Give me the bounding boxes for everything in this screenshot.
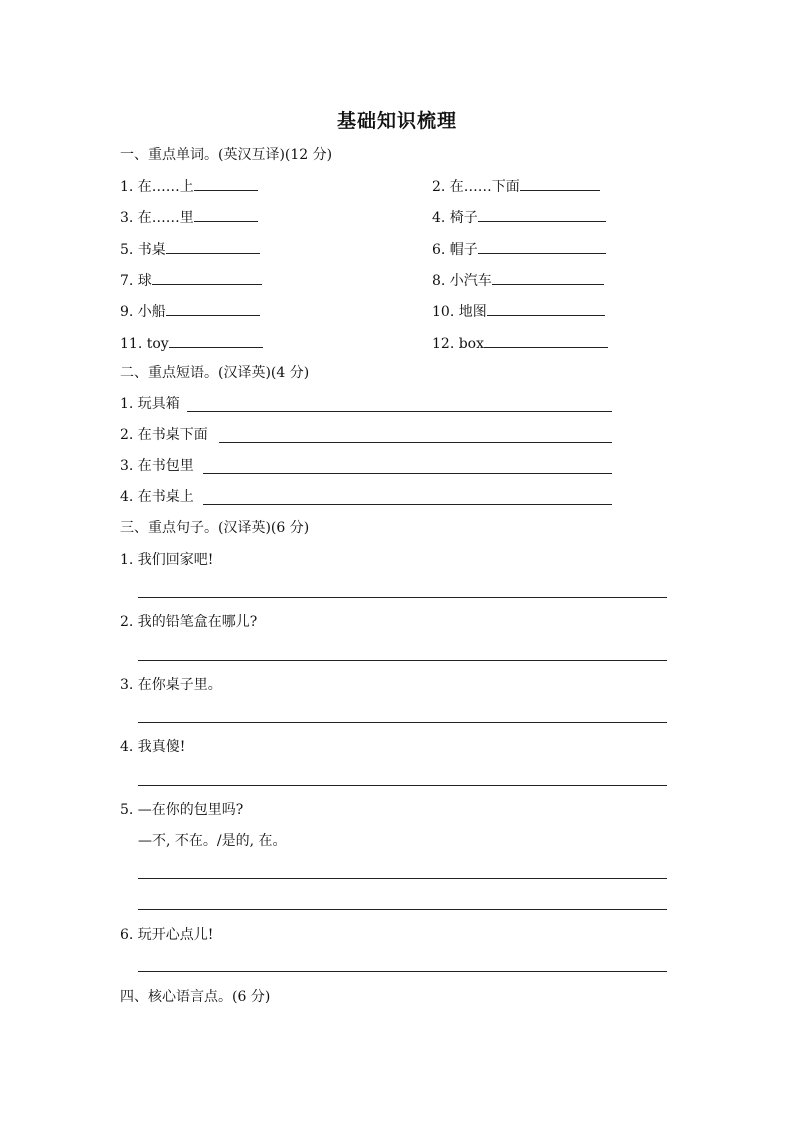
phrase-item-label: 4. 在书桌上 [120,489,194,505]
phrase-item-2 [120,426,208,444]
phrase-item-label: 3. 在书包里 [120,458,194,474]
answer-blank[interactable] [487,301,605,316]
word-item-3 [120,207,258,227]
sentence-item-5: 5. —在你的包里吗? [120,802,244,818]
answer-blank[interactable] [152,270,262,285]
answer-blank[interactable] [492,270,604,285]
sentence-item-4: 4. 我真傻! [120,739,186,755]
answer-blank[interactable] [166,239,260,254]
answer-line[interactable] [138,909,667,910]
word-item-label: 4. 椅子 [432,210,478,226]
word-item-label: 10. 地图 [432,304,487,320]
word-item-label: 8. 小汽车 [432,273,492,289]
word-item-label: 7. 球 [120,273,152,289]
word-item-8 [432,270,604,290]
word-item-2 [432,176,600,196]
word-item-label: 2. 在……下面 [432,179,520,195]
word-item-label: 5. 书桌 [120,242,166,258]
word-item-1 [120,176,258,196]
answer-blank[interactable] [478,207,606,222]
answer-line[interactable] [138,722,667,723]
answer-blank[interactable] [166,301,260,316]
sentence-item-5-reply: —不, 不在。/是的, 在。 [138,833,287,849]
word-item-label: 3. 在……里 [120,210,194,226]
word-item-9 [120,301,260,321]
answer-line[interactable] [203,504,612,505]
word-item-5 [120,239,260,259]
sentence-item-3: 3. 在你桌子里。 [120,677,222,693]
answer-blank[interactable] [194,176,258,191]
word-item-12 [432,333,608,353]
word-item-label: 1. 在……上 [120,179,194,195]
word-item-11 [120,333,263,353]
answer-line[interactable] [219,442,612,443]
answer-blank[interactable] [520,176,600,191]
page-title: 基础知识梳理 [336,110,457,132]
word-item-label: 11. toy [120,336,169,352]
section1-heading: 一、重点单词。(英汉互译)(12 分) [120,147,333,163]
answer-blank[interactable] [478,239,606,254]
sentence-item-2: 2. 我的铅笔盒在哪儿? [120,614,258,630]
phrase-item-1 [120,395,180,413]
phrase-item-4 [120,488,194,506]
answer-blank[interactable] [194,207,258,222]
answer-line[interactable] [138,878,667,879]
answer-line[interactable] [138,597,667,598]
sentence-item-6: 6. 玩开心点儿! [120,927,214,943]
answer-blank[interactable] [169,333,263,348]
answer-line[interactable] [203,473,612,474]
answer-line[interactable] [138,660,667,661]
phrase-item-label: 1. 玩具箱 [120,396,180,412]
phrase-item-3 [120,457,194,475]
section3-heading: 三、重点句子。(汉译英)(6 分) [120,520,310,536]
word-item-7 [120,270,262,290]
word-item-4 [432,207,606,227]
answer-blank[interactable] [484,333,608,348]
word-item-label: 12. box [432,336,485,352]
word-item-label: 6. 帽子 [432,242,478,258]
word-item-label: 9. 小船 [120,304,166,320]
phrase-item-label: 2. 在书桌下面 [120,427,208,443]
answer-line[interactable] [187,411,612,412]
word-item-10 [432,301,605,321]
answer-line[interactable] [138,971,667,972]
section2-heading: 二、重点短语。(汉译英)(4 分) [120,365,310,381]
answer-line[interactable] [138,785,667,786]
word-item-6 [432,239,606,259]
section4-heading: 四、核心语言点。(6 分) [120,989,271,1005]
sentence-item-1: 1. 我们回家吧! [120,552,214,568]
